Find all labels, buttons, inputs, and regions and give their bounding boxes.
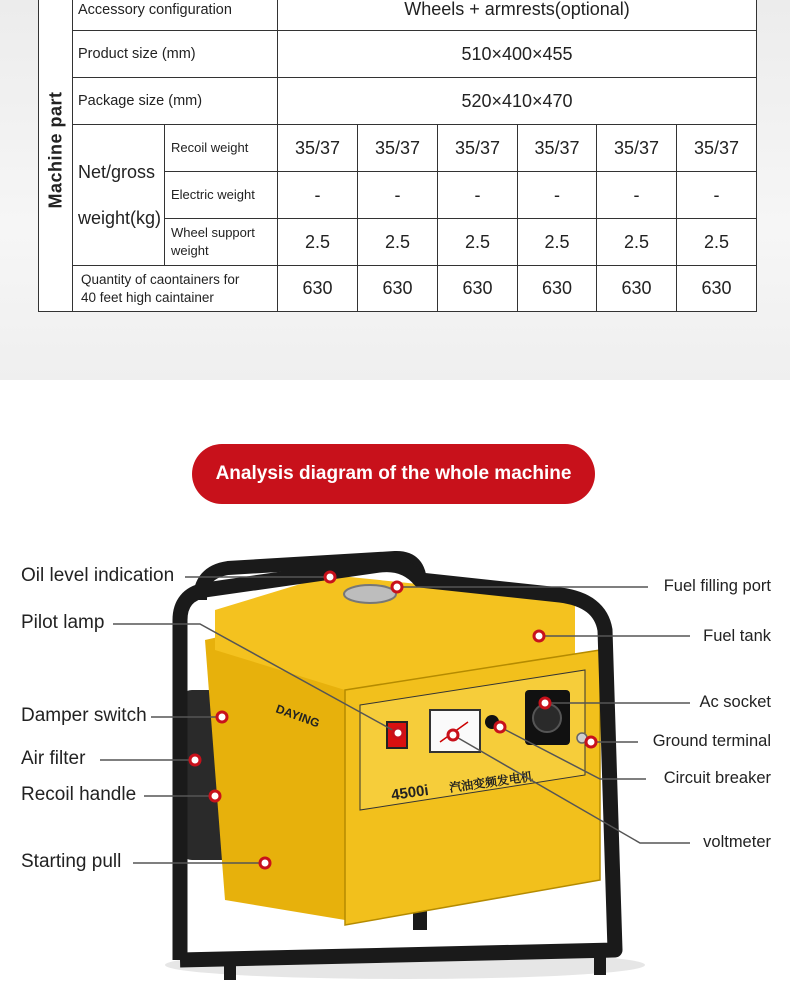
fuel-cap <box>344 585 396 603</box>
package-size-label: Package size (mm) <box>73 78 278 125</box>
product-size-value: 510×400×455 <box>278 31 757 78</box>
recoil-weight-value: 35/37 <box>358 125 438 172</box>
electric-weight-value: - <box>438 172 518 219</box>
callout-air-filter: Air filter <box>21 748 86 769</box>
dot-pilot-lamp <box>393 728 403 738</box>
dot-voltmeter <box>448 730 458 740</box>
wheel-weight-value: 2.5 <box>358 219 438 266</box>
recoil-weight-value: 35/37 <box>438 125 518 172</box>
wheel-weight-value: 2.5 <box>597 219 677 266</box>
machine-part-label: Machine part <box>39 0 73 312</box>
container-quantity-value: 630 <box>438 266 518 312</box>
electric-weight-label: Electric weight <box>165 172 278 219</box>
callout-circuit-breaker: Circuit breaker <box>663 769 771 787</box>
container-quantity-value: 630 <box>597 266 677 312</box>
net-gross-weight-label: Net/gross weight(kg) <box>73 125 165 266</box>
dot-circuit-breaker <box>495 722 505 732</box>
wheel-weight-value: 2.5 <box>438 219 518 266</box>
dot-ac-socket <box>540 698 550 708</box>
dot-ground-terminal <box>586 737 596 747</box>
recoil-weight-value: 35/37 <box>278 125 358 172</box>
callout-recoil-handle: Recoil handle <box>21 784 137 805</box>
recoil-weight-value: 35/37 <box>518 125 597 172</box>
dot-fuel-port <box>392 582 402 592</box>
diagram-title: Analysis diagram of the whole machine <box>192 444 595 504</box>
model-text: 4500i <box>390 781 430 804</box>
electric-weight-value: - <box>518 172 597 219</box>
wheel-support-weight-label: Wheel support weight <box>165 219 278 266</box>
dot-starting-pull <box>260 858 270 868</box>
product-size-label: Product size (mm) <box>73 31 278 78</box>
electric-weight-value: - <box>677 172 757 219</box>
electric-weight-value: - <box>358 172 438 219</box>
brand-text: DAYING <box>273 701 322 731</box>
callout-fuel-tank: Fuel tank <box>703 627 771 645</box>
container-quantity-value: 630 <box>358 266 438 312</box>
callout-oil-level: Oil level indication <box>21 565 175 586</box>
dot-fuel-tank <box>534 631 544 641</box>
electric-weight-value: - <box>597 172 677 219</box>
wheel-weight-value: 2.5 <box>518 219 597 266</box>
model-cn-text: 汽油变频发电机 <box>448 769 534 795</box>
callout-pilot-lamp: Pilot lamp <box>21 612 105 633</box>
recoil-weight-value: 35/37 <box>597 125 677 172</box>
package-size-value: 520×410×470 <box>278 78 757 125</box>
container-quantity-value: 630 <box>278 266 358 312</box>
dot-oil-level <box>325 572 335 582</box>
callout-fuel-filling-port: Fuel filling port <box>663 577 771 595</box>
container-quantity-value: 630 <box>677 266 757 312</box>
callout-ground-terminal: Ground terminal <box>652 732 771 750</box>
callout-damper-switch: Damper switch <box>21 705 147 726</box>
callout-voltmeter: voltmeter <box>703 833 771 851</box>
dot-air-filter <box>190 755 200 765</box>
callout-starting-pull: Starting pull <box>21 851 122 872</box>
container-quantity-label: Quantity of caontainers for 40 feet high caintainer <box>73 266 278 312</box>
callout-ac-socket: Ac socket <box>699 693 771 711</box>
wheel-weight-value: 2.5 <box>278 219 358 266</box>
wheel-weight-value: 2.5 <box>677 219 757 266</box>
recoil-weight-value: 35/37 <box>677 125 757 172</box>
container-quantity-value: 630 <box>518 266 597 312</box>
electric-weight-value: - <box>278 172 358 219</box>
accessory-label: Accessory configuration <box>73 0 278 31</box>
accessory-value: Wheels + armrests(optional) <box>278 0 757 31</box>
dot-damper-switch <box>217 712 227 722</box>
recoil-weight-label: Recoil weight <box>165 125 278 172</box>
dot-recoil-handle <box>210 791 220 801</box>
